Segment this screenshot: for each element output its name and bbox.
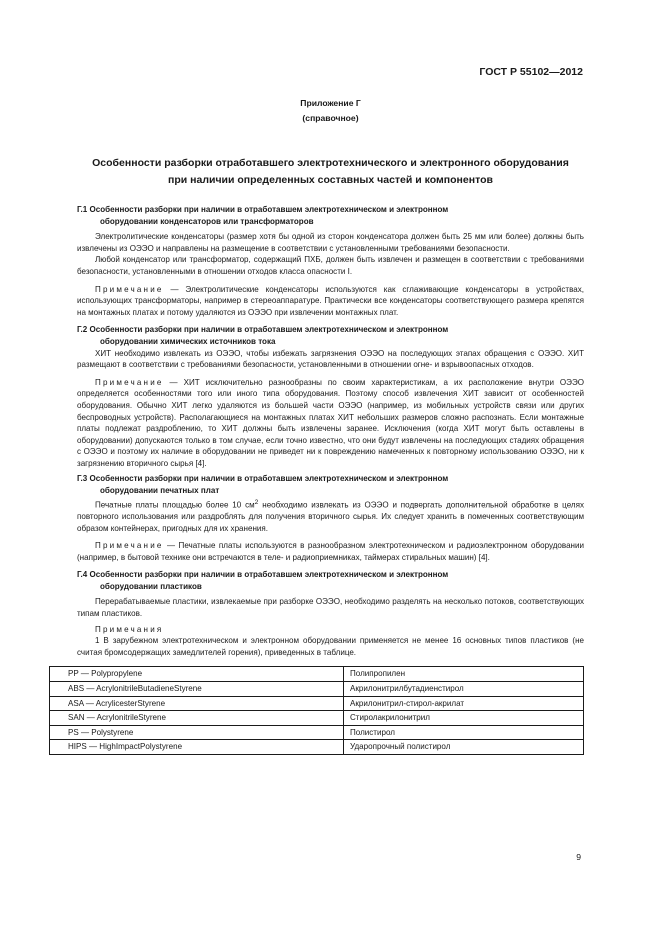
- note-text: — ХИТ исключительно разнообразны по своим характеристикам, а их расположение внутри ОЭЭО определяется особенностями того или иного типа оборудования. Поэтому способ извлечения ХИТ зависит от особенностей оборудования. Обычно ХИТ легко удаляются из большей части ОЭЭО (например, из мобильных устройств связи или других беспроводных устройств). Располагающиеся на монтажных платах ХИТ небольших размеров сложно распознать. Если монтажные платы подлежат раздроблению, то ХИТ должны быть извлечены заранее. Исключения (когда ХИТ могут быть оставлены в оборудовании) допускаются только в том случае, если точно известно, что они будут извлечены на последующих стадиях обращения с ОЭЭО и поэтому их наличие в оборудовании не приведет ни к повреждению намеченных к повторному использованию ОЭЭО, ни к загрязнению вторичного сырья [4].: [77, 377, 584, 468]
- section-g3-heading-line2: оборудовании печатных плат: [100, 486, 220, 496]
- section-g2-heading-line2: оборудовании химических источников тока: [100, 336, 276, 346]
- section-g4-heading-line1: Г.4 Особенности разборки при наличии в отработавшем электротехническом и электронном: [77, 570, 449, 580]
- section-g1-heading-line1: Г.1 Особенности разборки при наличии в отработавшем электротехническом и электронном: [77, 205, 449, 214]
- plastic-russian-name-cell: Акрилонитрил-стирол-акрилат: [344, 696, 584, 711]
- note-text: — Печатные платы используются в разнообразном электротехническом и радиоэлектронном оборудовании (например, в бытовой технике они встречаются в теле- и радиоприемниках, таймерах стиральных машин) [4].: [77, 541, 584, 562]
- plastic-russian-name-cell: Акрилонитрилбутадиенстирол: [344, 682, 584, 697]
- document-title-line2: при наличии определенных составных частей и компонентов: [168, 174, 493, 186]
- plastic-abbreviation-cell: PS — Polystyrene: [50, 725, 344, 740]
- document-body: [68, 204, 584, 755]
- section-g4-notes-label: Примечания: [95, 624, 164, 634]
- plastic-abbreviation-cell: PP — Polypropylene: [50, 667, 344, 682]
- standard-designation: ГОСТ Р 55102—2012: [479, 66, 583, 78]
- section-g4: [77, 569, 584, 658]
- section-g2: [77, 324, 584, 469]
- plastic-russian-name-cell: Ударопрочный полистирол: [344, 740, 584, 755]
- table-row: [50, 740, 584, 755]
- plastic-abbreviation-cell: HIPS — HighImpactPolystyrene: [50, 740, 344, 755]
- section-g1-note: [77, 284, 584, 319]
- section-g2-heading-line1: Г.2 Особенности разборки при наличии в отработавшем электротехническом и электронном: [77, 325, 449, 335]
- section-g3: [77, 473, 584, 563]
- table-row: [50, 682, 584, 697]
- plastic-russian-name-cell: Стиролакрилонитрил: [344, 711, 584, 726]
- section-g2-paragraph-1: ХИТ необходимо извлекать из ОЭЭО, чтобы избежать загрязнения ОЭЭО на последующих этапах обращения с ОЭЭО. ХИТ размещают в соответствии с требованиями безопасности, установленными в отношении огне- и взрывоопасных отходов.: [77, 348, 584, 370]
- section-g4-note-1: 1 В зарубежном электротехническом и электронном оборудовании применяется не менее 16 основных типов пластиков (не считая бромсодержащих замедлителей горения), приведенных в таблице.: [77, 636, 584, 657]
- page-number: 9: [576, 852, 581, 862]
- section-g4-heading-line2: оборудовании пластиков: [100, 581, 202, 591]
- table-row: [50, 667, 584, 682]
- plastics-table: [49, 666, 584, 755]
- plastic-abbreviation-cell: ASA — AcrylicesterStyrene: [50, 696, 344, 711]
- table-row: [50, 711, 584, 726]
- document-title: [0, 155, 661, 189]
- table-row: [50, 725, 584, 740]
- note-label: Примечание: [95, 284, 164, 294]
- plastic-russian-name-cell: Полистирол: [344, 725, 584, 740]
- table-row: [50, 696, 584, 711]
- section-g4-paragraph-1: Перерабатываемые пластики, извлекаемые при разборке ОЭЭО, необходимо разделять на несколько потоков, соответствующих типам пластиков.: [77, 597, 584, 619]
- plastics-table-body: [50, 667, 584, 755]
- plastic-abbreviation-cell: SAN — AcrylonitrileStyrene: [50, 711, 344, 726]
- section-g1-heading-line2: оборудовании конденсаторов или трансформаторов: [100, 216, 314, 226]
- section-g1: [77, 204, 584, 318]
- note-label: Примечание: [95, 377, 164, 387]
- plastic-russian-name-cell: Полипропилен: [344, 667, 584, 682]
- section-g1-paragraph-2: Любой конденсатор или трансформатор, содержащий ПХБ, должен быть извлечен и размещен в соответствии с требованиями безопасности, установленными в отношении отходов класса опасности I.: [77, 255, 584, 276]
- plastic-abbreviation-cell: ABS — AcrylonitrileButadieneStyrene: [50, 682, 344, 697]
- section-g3-paragraph-1: Печатные платы площадью более 10 $см^2$ необходимо извлекать из ОЭЭО и подвергать дополнительной обработке в целях повторного использования или раздроблять для получения вторичного сырья. Их следует хранить в помеченных соответствующим образом контейнерах, пригодных для их хранения.: [77, 498, 584, 533]
- superscript-2: 2: [254, 498, 259, 506]
- section-g3-note: [77, 540, 584, 563]
- annex-title: Приложение Г: [300, 98, 361, 108]
- note-label: Примечание: [95, 541, 164, 551]
- document-title-line1: Особенности разборки отработавшего электротехнического и электронного оборудования: [92, 157, 569, 169]
- annex-type: (справочное): [302, 113, 359, 123]
- section-g1-paragraph-1: Электролитические конденсаторы (размер хотя бы одной из сторон конденсатора должен быть 25 мм или более) должны быть извлечены из ОЭЭО и направлены на размещение в соответствии с установленными требованиями безопасности.: [77, 232, 584, 253]
- section-g2-note: [77, 377, 584, 470]
- note-text: — Электролитические конденсаторы используются как сглаживающие конденсаторы в устройствах, использующих трансформаторы, например в стереоаппаратуре. Практически все конденсаторы соответствующего размера крепятся на монтажных платах и потому удаляются из ОЭЭО при извлечении монтажных плат.: [77, 284, 584, 317]
- section-g3-heading-line1: Г.3 Особенности разборки при наличии в отработавшем электротехническом и электронном: [77, 474, 449, 484]
